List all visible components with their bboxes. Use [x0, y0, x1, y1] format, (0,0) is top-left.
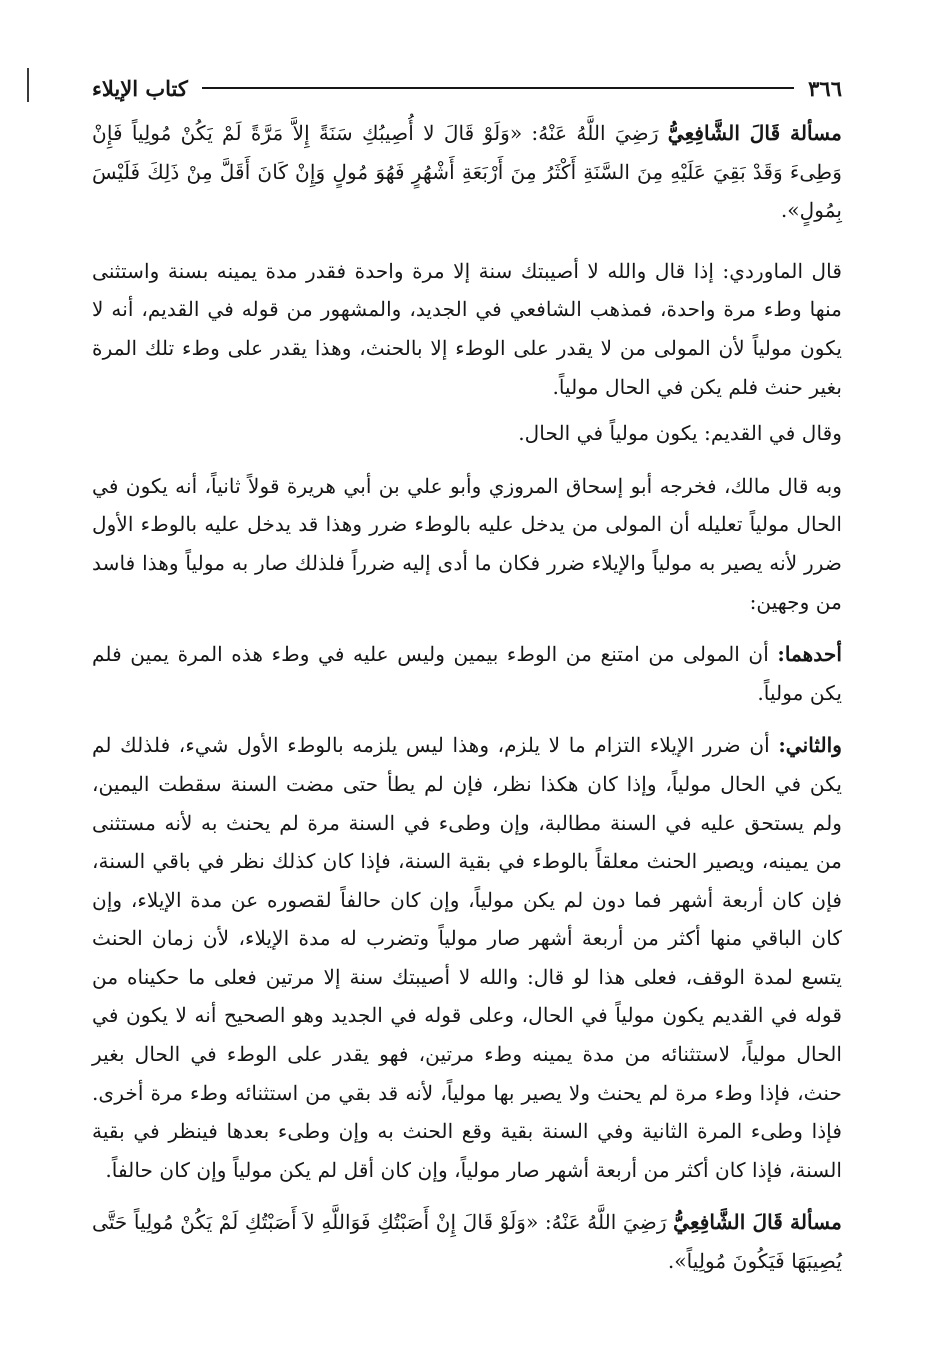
- paragraph-malik: وبه قال مالك، فخرجه أبو إسحاق المروزي وأبو علي بن أبي هريرة قولاً ثانياً، أنه يكون في الحال مولياً تعليله أن المولى من يدخل عليه بالوطء ضرر وهذا قد يدخل عليه بالوطء الأول ضرر لأنه يصير به مولياً والإيلاء ضرر فكان ما أدى إليه ضرراً فلذلك صار به مولياً وهذا فاسد من وجهين:: [92, 473, 842, 614]
- second-reason-text: أن ضرر الإيلاء التزام ما لا يلزم، وهذا ليس يلزمه بالوطء الأول شيء، فلذلك لم يكن في الحال مولياً، وإذا كان هكذا نظر، فإن لم يطأ حتى مضت السنة سقطت اليمين، ولم يستحق عليه في السنة مطالبة، وإن وطىء في السنة مرة لم يحنث به لأنه مستثنى من يمينه، ويصير الحنث معلقاً بالوطء في بقية السنة، فإذا كان كذلك نظر في باقي السنة، فإن كان أربعة أشهر فما دون لم يكن مولياً، وإن كان حالفاً لقصوره عن مدة الإيلاء، وإن كان الباقي منها أكثر من أربعة أشهر صار مولياً وتضرب له مدة الإيلاء، لأن زمان الحنث يتسع لمدة الوقف، فعلى هذا لو قال: والله لا أصيبتك سنة إلا مرتين فعلى ما حكيناه من قوله في القديم يكون مولياً في الحال، وعلى قوله في الجديد وهو الصحيح أنه لا يكون في الحال مولياً، لاستثنائه من مدة يمينه وطء مرتين، فهو يقدر على الوطء في الحال بغير حنث، فإذا وطء مرة لم يحنث ولا يصير بها مولياً، لأنه قد بقي من استثنائه وطء مرة أخرى. فإذا وطىء المرة الثانية وفي السنة بقية وقع الحنث به وإن وطىء بعدها فينظر في بقية السنة، فإذا كان أكثر من أربعة أشهر صار مولياً، وإن كان أقل لم يكن مولياً وإن كان حالفاً.: [92, 733, 842, 1182]
- masala-1-text: رَضِيَ اللَّهُ عَنْهُ: «وَلَوْ قَالَ لا أُصِيبُكِ سَنَةً إِلاَّ مَرَّةً لَمْ يَكُنْ مُولِياً فَإِنْ وَطِىءَ وَقَدْ بَقِيَ عَلَيْهِ مِنَ السَّنَةِ أَكْثَرُ مِنَ أَرْبَعَةِ أَشْهُرٍ فَهُوَ مُولٍ وَإِنْ كَانَ أَقَلَّ مِنْ ذَلِكَ فَلَيْسَ بِمُولٍ».: [92, 121, 842, 223]
- second-reason-label: والثاني:: [778, 733, 842, 758]
- masala-2: [92, 1203, 842, 1280]
- masala-2-label: مسألة قَالَ الشَّافِعِيُّ: [673, 1210, 842, 1235]
- paragraph-first-reason: [92, 635, 842, 712]
- masala-2-text: رَضِيَ اللَّهُ عَنْهُ: «وَلَوْ قَالَ إِنْ أَصَبْتُكِ فَوَاللَّهِ لاَ أَصَبْتُكِ لَمْ يَكُنْ مُولِياً حَتَّى يُصِيبَهَا فَيَكُونَ مُولِياً».: [92, 1210, 842, 1274]
- paragraph-qadim: وقال في القديم: يكون مولياً في الحال.: [518, 421, 842, 446]
- book-page: [92, 70, 842, 1281]
- page-header: [92, 70, 842, 106]
- margin-mark: [27, 68, 29, 102]
- header-rule: [202, 87, 794, 89]
- book-title: كتاب الإيلاء: [92, 75, 188, 101]
- masala-1: [92, 114, 842, 230]
- masala-1-label: مسألة قَالَ الشَّافِعِيُّ: [667, 121, 842, 145]
- first-reason-text: أن المولى من امتنع من الوطء بيمين وليس عليه في وطء هذه المرة يمين فلم يكن مولياً.: [92, 642, 842, 705]
- paragraph-second-reason: [92, 726, 842, 1189]
- first-reason-label: أحدهما:: [777, 642, 842, 667]
- paragraph-mawardi: قال الماوردي: إذا قال والله لا أصيبتك سنة إلا مرة واحدة فقدر مدة يمينه بسنة واستثنى منها وطء مرة واحدة، فمذهب الشافعي في الجديد، والمشهور من قوله في القديم، أنه لا يكون مولياً لأن المولى من لا يقدر على الوطء إلا بالحنث، وهذا يقدر على وطء تلك المرة بغير حنث فلم يكن في الحال مولياً.: [92, 258, 842, 399]
- page-number: ٣٦٦: [808, 75, 842, 101]
